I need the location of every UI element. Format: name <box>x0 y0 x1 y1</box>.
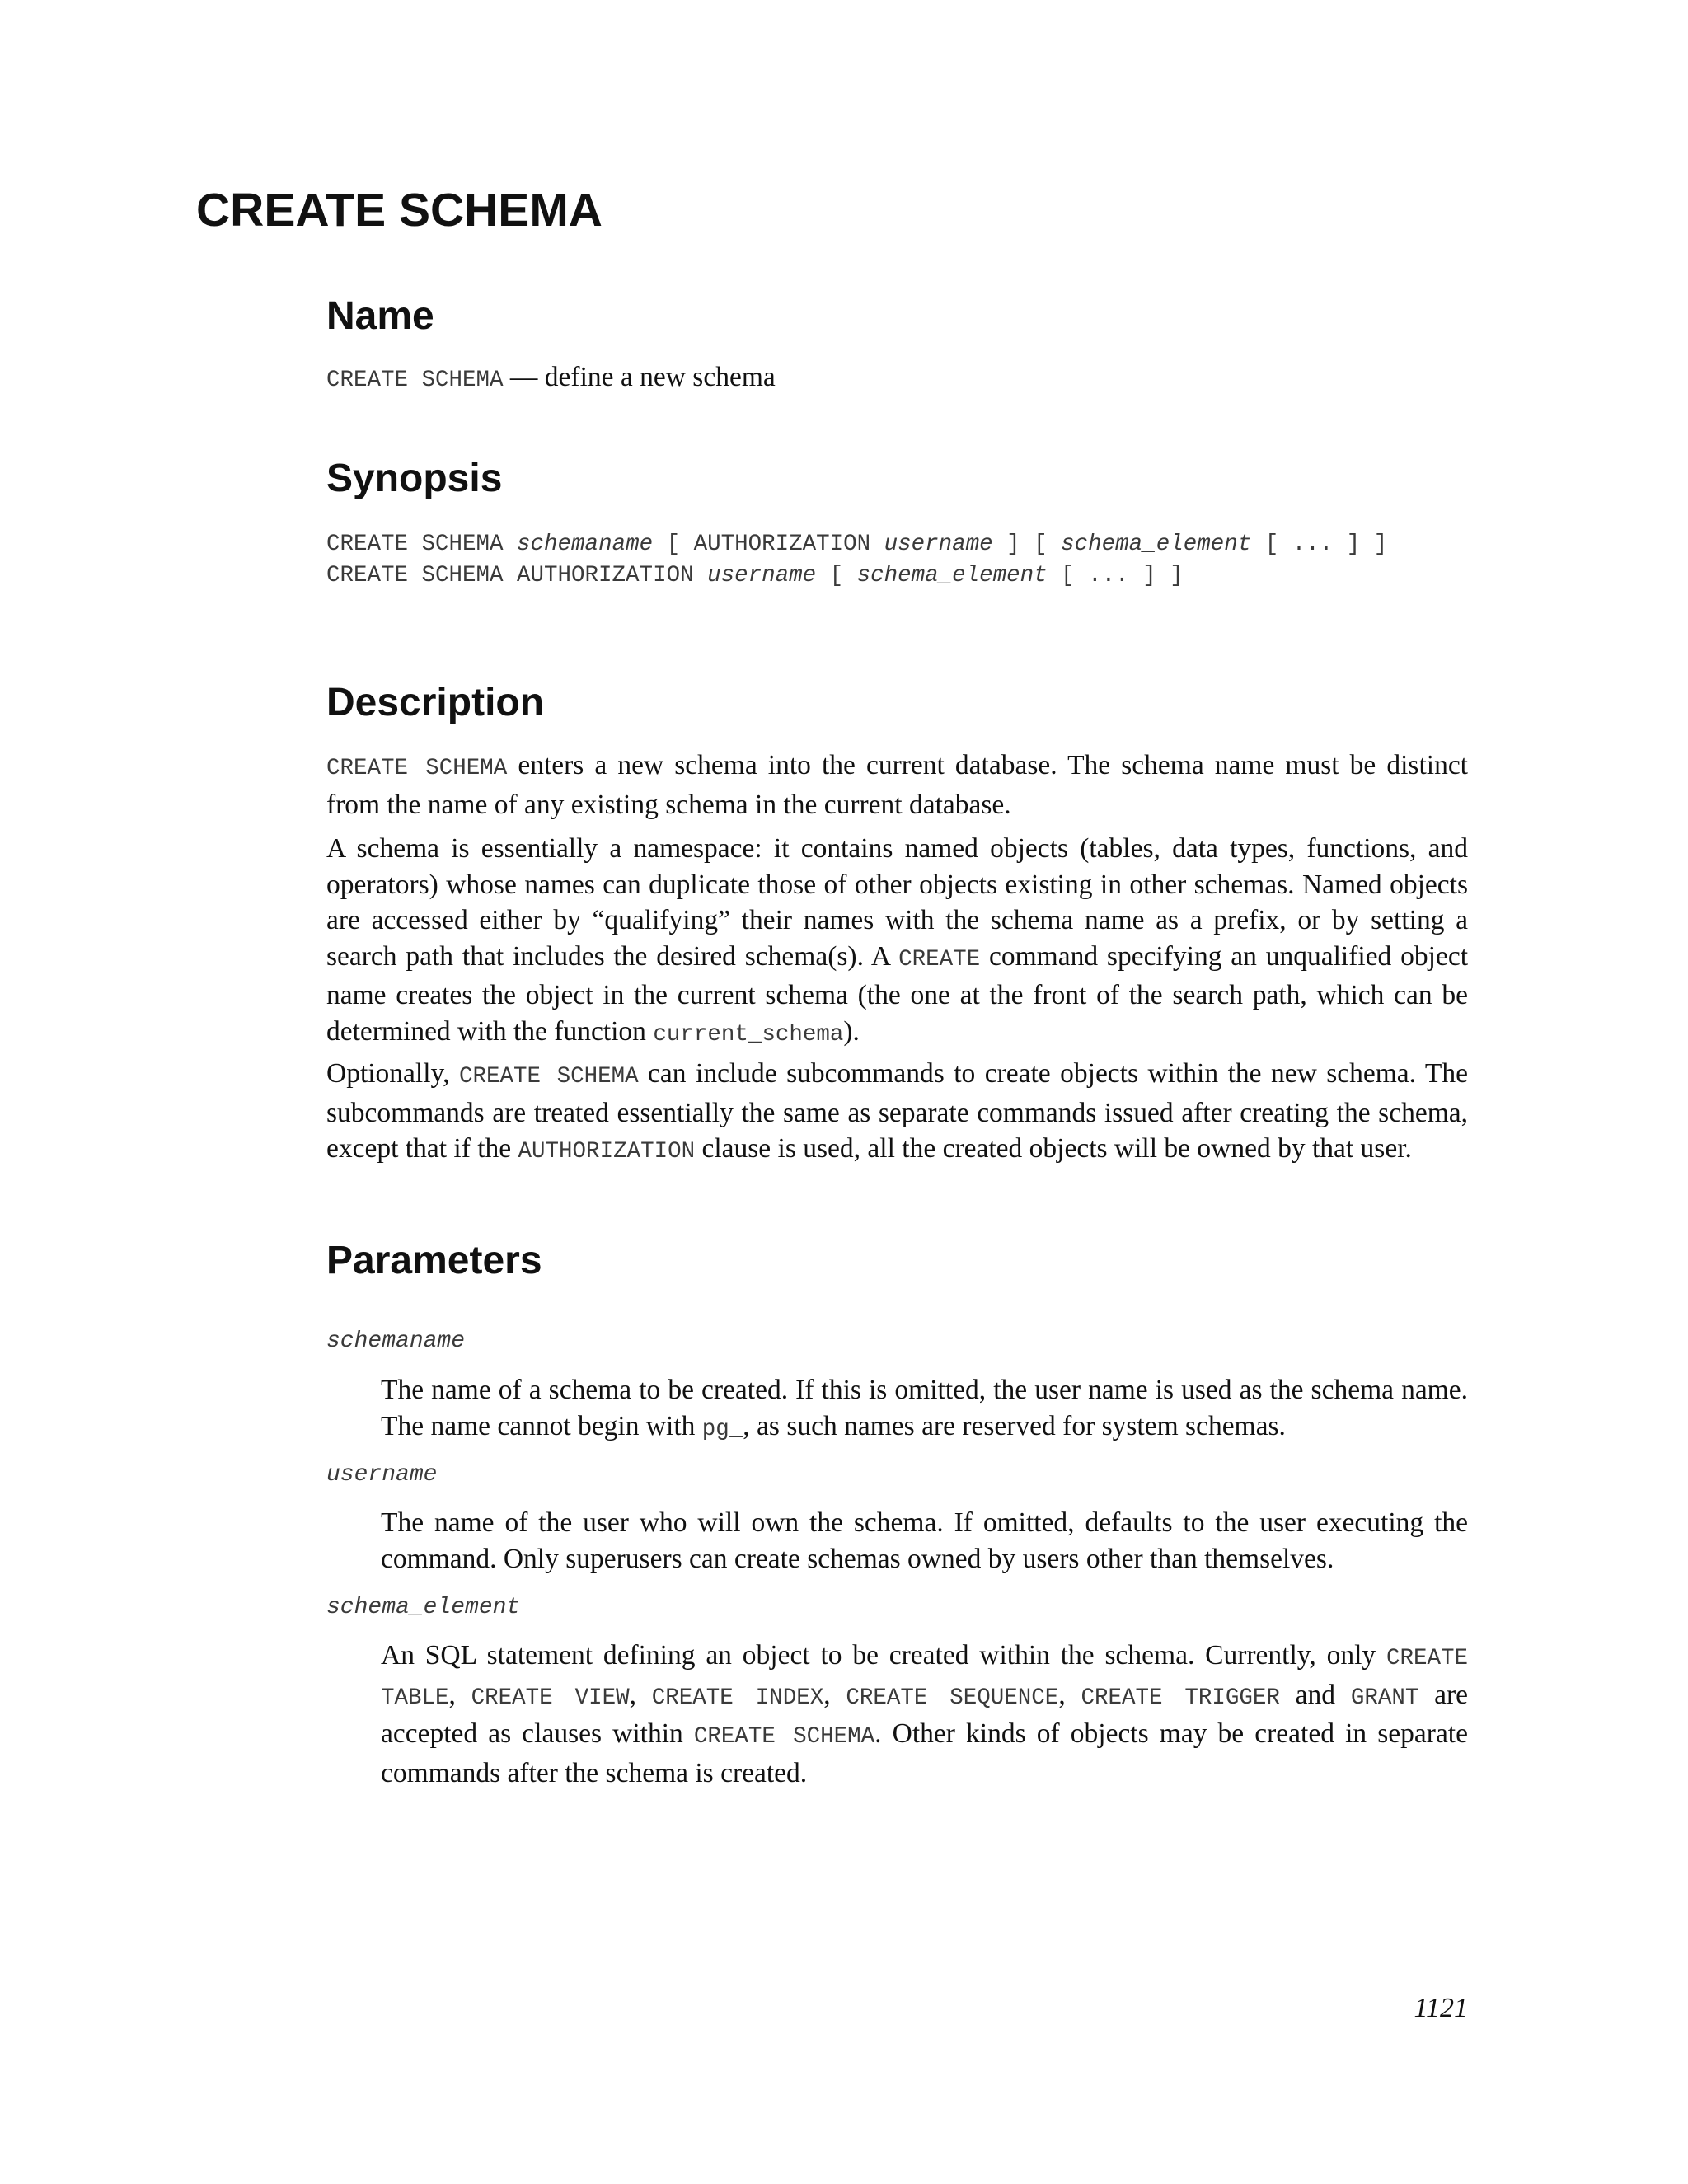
page-title: CREATE SCHEMA <box>196 184 603 237</box>
description-paragraph-2: A schema is essentially a namespace: it contains named objects (tables, data types, functions, and operators) whose names can duplicate those of other objects existing in other schemas. Named objects are accessed either by “qualifying” their names with the schema name as a prefix, or by setting a search path that includes the desired schema(s). A CREATE command specifying an unqualified object name creates the object in the current schema (the one at the front of the search path, which can be determined with the function current_schema). <box>326 833 1468 1047</box>
param-def-schema-element: An SQL statement defining an object to be created within the schema. Currently, only CREATE TABLE, CREATE VIEW, CREATE INDEX, CREATE SEQUENCE, CREATE TRIGGER and GRANT are accepted as clauses within CREATE SCHEMA. Other kinds of objects may be created in separate commands after the schema is created. <box>381 1640 1469 1788</box>
param-term-schema-element: schema_element <box>326 1595 521 1620</box>
synopsis-heading: Synopsis <box>326 457 503 500</box>
param-term-username: username <box>326 1462 438 1488</box>
synopsis-line-2: CREATE SCHEMA AUTHORIZATION username [ schema_element [ ... ] ] <box>326 563 1184 588</box>
name-heading: Name <box>326 294 434 338</box>
param-term-schemaname: schemaname <box>326 1329 466 1354</box>
description-paragraph-1: CREATE SCHEMA enters a new schema into the current database. The schema name must be distinct from the name of any existing schema in the current database. <box>326 750 1468 820</box>
name-summary <box>326 359 1468 399</box>
synopsis-line-1: CREATE SCHEMA schemaname [ AUTHORIZATION username ] [ schema_element [ ... ] ] <box>326 532 1388 557</box>
param-def-username: The name of the user who will own the schema. If omitted, defaults to the user executing the command. Only superusers can create schemas owned by users other than themselves. <box>381 1507 1468 1574</box>
name-command: CREATE SCHEMA <box>326 368 504 393</box>
parameters-heading: Parameters <box>326 1239 542 1282</box>
param-def-schemaname: The name of a schema to be created. If this is omitted, the user name is used as the schema name. The name cannot begin with pg_, as such names are reserved for system schemas. <box>381 1375 1468 1442</box>
description-heading: Description <box>326 681 545 724</box>
page-number: 1121 <box>1414 1993 1468 2023</box>
synopsis-block <box>326 529 1387 592</box>
description-paragraph-3: Optionally, CREATE SCHEMA can include subcommands to create objects within the new schema. The subcommands are treated essentially the same as separate commands issued after creating the schema, except that if the AUTHORIZATION clause is used, all the created objects will be owned by that user. <box>326 1058 1468 1165</box>
name-summary-text: — define a new schema <box>503 362 776 392</box>
